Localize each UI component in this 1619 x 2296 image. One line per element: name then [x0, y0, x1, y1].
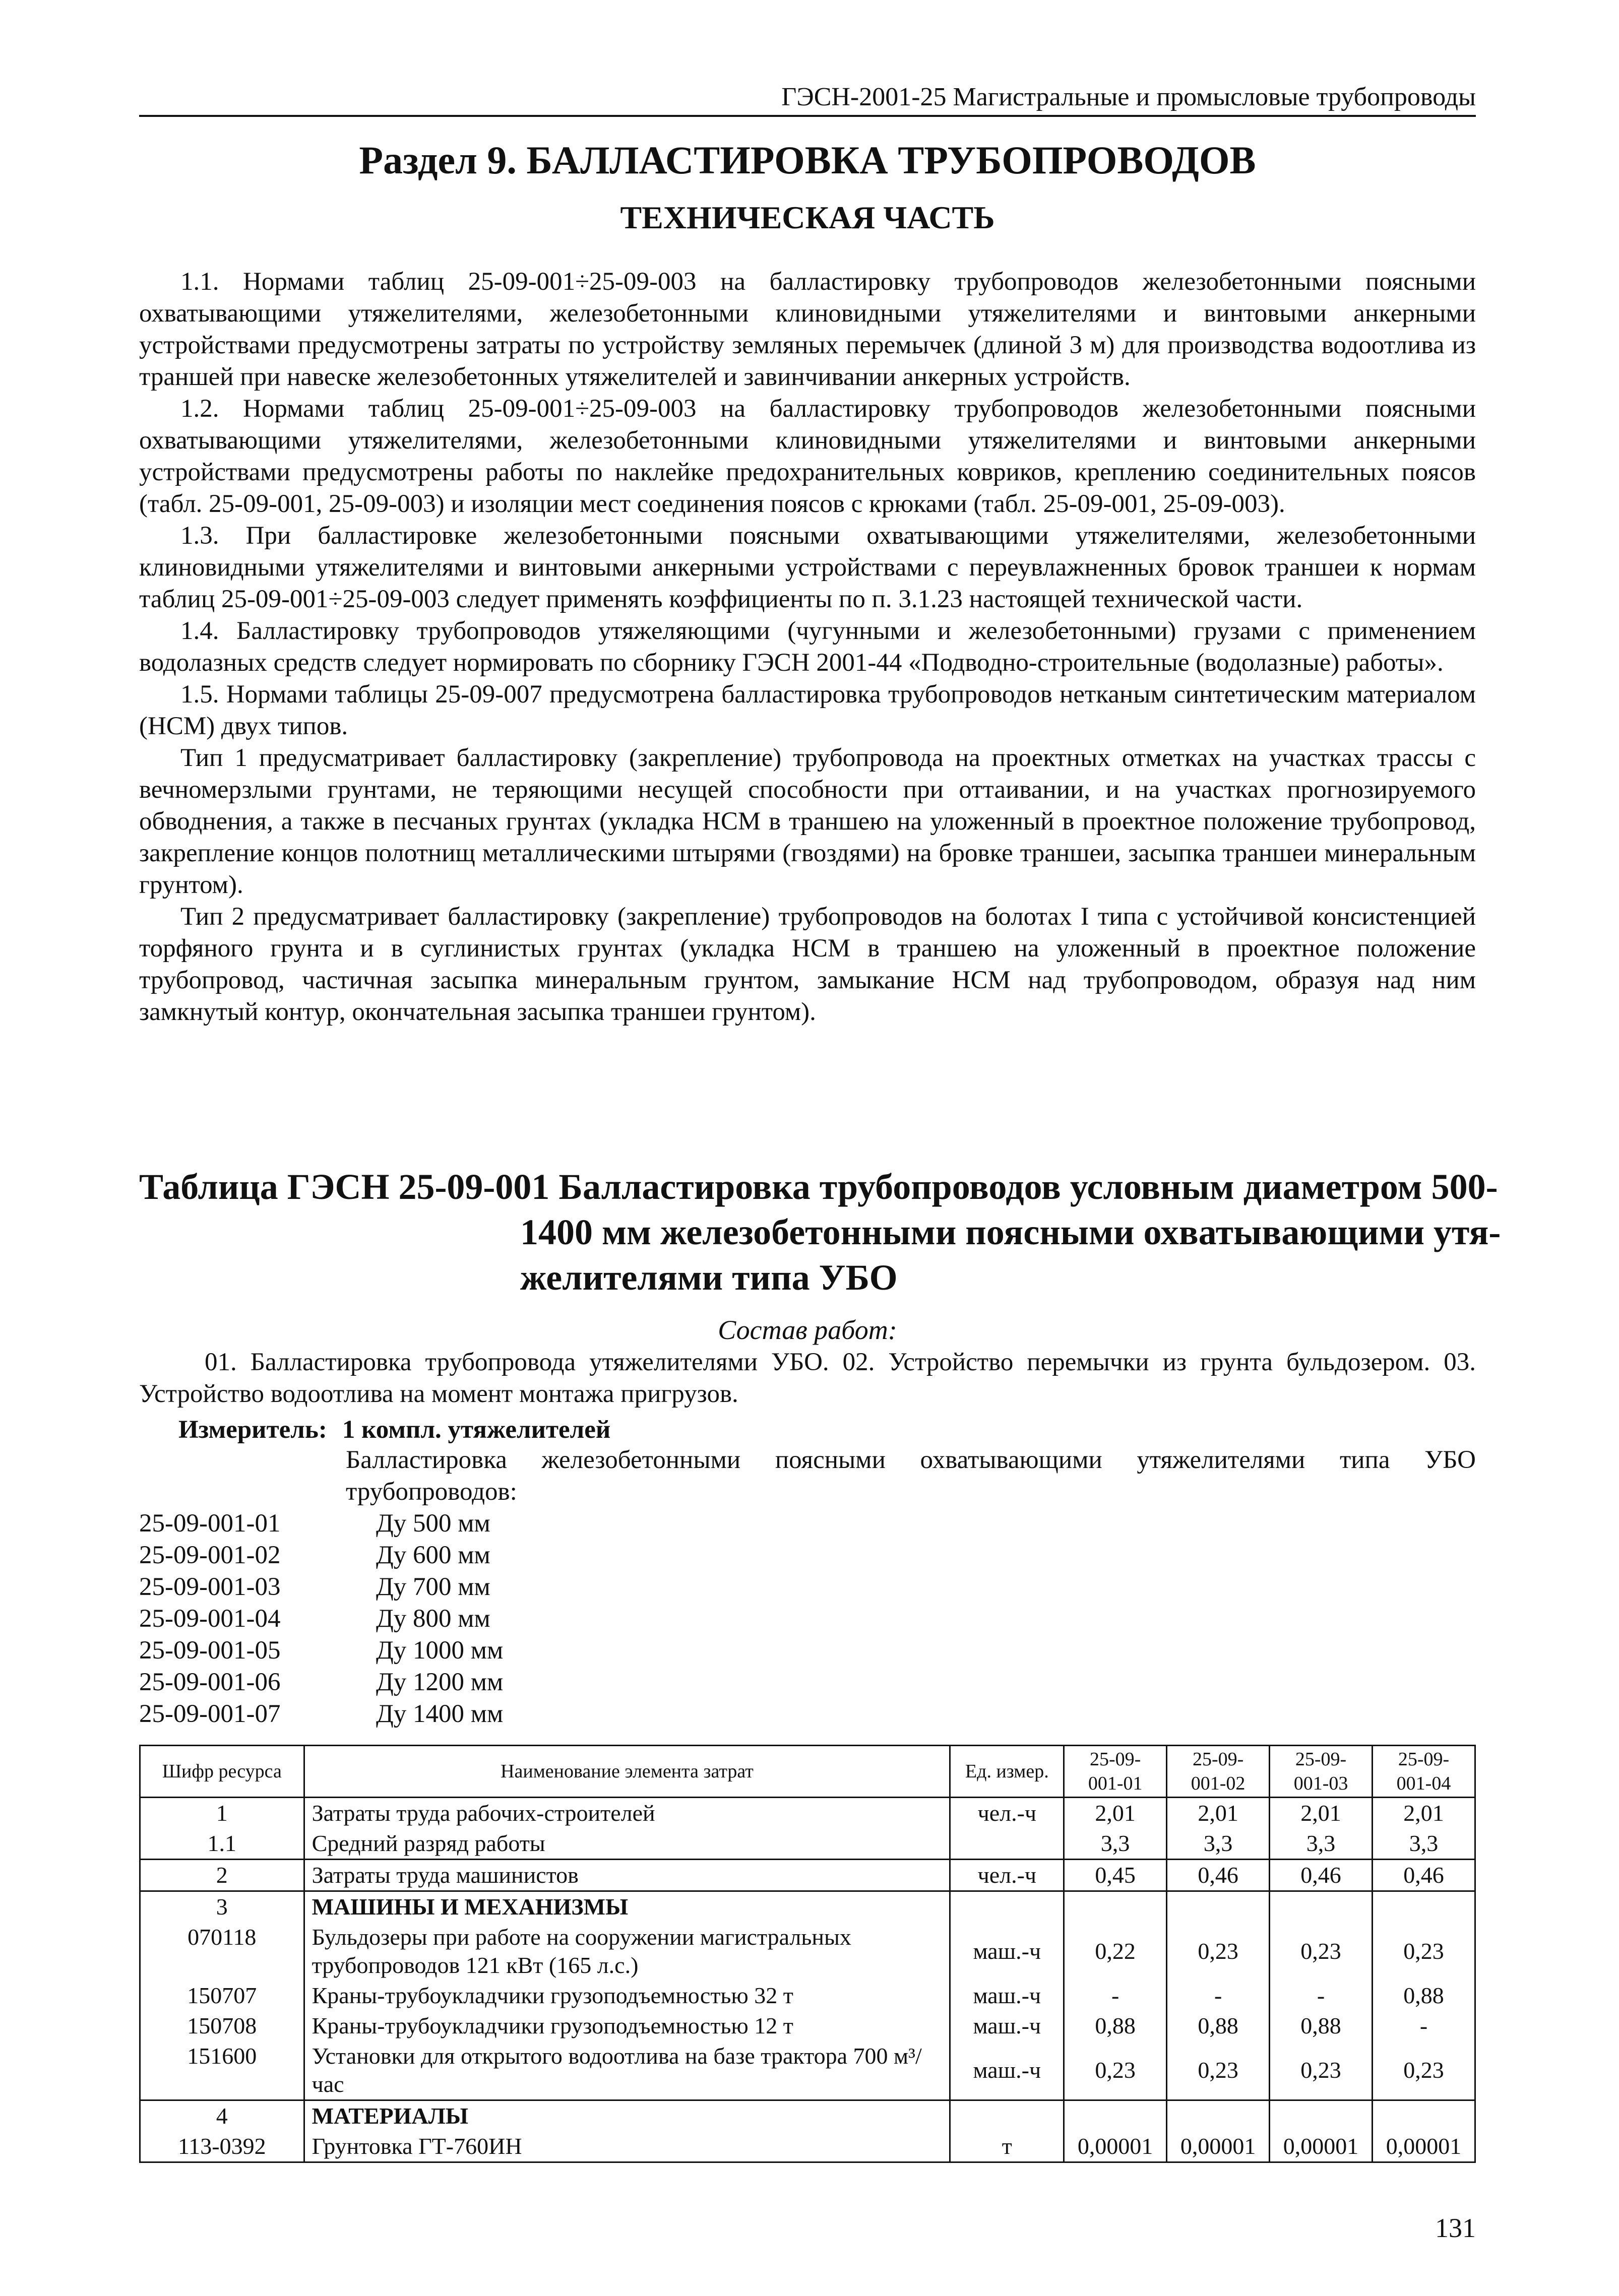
- value-03: 0,23: [1270, 1922, 1373, 1981]
- value-01: 0,45: [1064, 1860, 1167, 1891]
- table-section-row: [140, 1891, 1475, 1923]
- cost-name: Затраты труда рабочих-строителей: [304, 1798, 950, 1829]
- paragraph-1-4: 1.4. Балластировку трубопроводов утяжеляющими (чугунными и железобетонными) грузами с применением водолазных средств следует нормировать по сборнику ГЭСН 2001-44 «Подводно-строительные (водолазные) работы».: [139, 617, 1476, 677]
- value-04: 0,23: [1373, 2041, 1475, 2100]
- value-01: -: [1064, 1981, 1167, 2011]
- resource-code: 150708: [140, 2011, 304, 2041]
- norm-code: 25-09-001-03: [139, 1573, 281, 1601]
- norm-code-desc: Ду 500 мм: [376, 1509, 490, 1538]
- norm-code-row: [139, 1603, 503, 1635]
- table-row: [140, 1860, 1475, 1891]
- value-03: 2,01: [1270, 1798, 1373, 1829]
- norm-code-row: [139, 1508, 503, 1540]
- resource-code: 1: [140, 1798, 304, 1829]
- norm-code: 25-09-001-01: [139, 1509, 281, 1538]
- resource-code: 151600: [140, 2041, 304, 2100]
- value-03: [1270, 1891, 1373, 1923]
- meter-label: Измеритель:: [178, 1416, 327, 1444]
- table-title: [139, 1164, 1501, 1300]
- unit: чел.-ч: [950, 1860, 1064, 1891]
- resource-code: 1.1: [140, 1828, 304, 1860]
- cost-name: Затраты труда машинистов: [304, 1860, 950, 1891]
- header-rule: [139, 115, 1476, 117]
- header-norm-03: 25-09- 001-03: [1270, 1746, 1373, 1798]
- section-title: Раздел 9. БАЛЛАСТИРОВКА ТРУБОПРОВОДОВ: [359, 138, 1256, 182]
- norm-description: Балластировка железобетонными поясными охватывающими утяжелителями типа УБО трубопроводов:: [346, 1446, 1476, 1506]
- value-01: 0,22: [1064, 1922, 1167, 1981]
- header-cost-name: Наименование элемента затрат: [304, 1746, 950, 1798]
- table-title-line-3: желителями типа УБО: [520, 1257, 898, 1298]
- value-04: 2,01: [1373, 1798, 1475, 1829]
- norm-code-desc: Ду 600 мм: [376, 1541, 490, 1569]
- value-03: 0,46: [1270, 1860, 1373, 1891]
- value-02: [1167, 1891, 1270, 1923]
- resource-code: 070118: [140, 1922, 304, 1981]
- norm-code: 25-09-001-05: [139, 1636, 281, 1665]
- norm-code-row: [139, 1540, 503, 1571]
- norm-code-desc: Ду 800 мм: [376, 1605, 490, 1633]
- header-norm-01: 25-09- 001-01: [1064, 1746, 1167, 1798]
- unit: маш.-ч: [950, 1981, 1064, 2011]
- value-03: 0,00001: [1270, 2131, 1373, 2162]
- section-subtitle: ТЕХНИЧЕСКАЯ ЧАСТЬ: [620, 200, 995, 235]
- norm-code-row: [139, 1698, 503, 1730]
- table-title-line-1: Таблица ГЭСН 25-09-001 Балластировка трубопроводов условным диаметром 500-: [139, 1167, 1498, 1207]
- value-04: 3,3: [1373, 1828, 1475, 1860]
- value-04: [1373, 1891, 1475, 1923]
- technical-part-text: [139, 266, 1476, 1028]
- value-03: 0,23: [1270, 2041, 1373, 2100]
- unit: [950, 2100, 1064, 2132]
- cost-name: Бульдозеры при работе на сооружении магистральных трубопроводов 121 кВт (165 л.с.): [304, 1922, 950, 1981]
- value-04: -: [1373, 2011, 1475, 2041]
- value-03: 0,88: [1270, 2011, 1373, 2041]
- unit: [950, 1828, 1064, 1860]
- table-row: [140, 1798, 1475, 1829]
- table-row: [140, 2131, 1475, 2162]
- value-03: [1270, 2100, 1373, 2132]
- norm-code: 25-09-001-04: [139, 1605, 281, 1633]
- value-01: 0,00001: [1064, 2131, 1167, 2162]
- header-unit: Ед. измер.: [950, 1746, 1064, 1798]
- section-name: МАШИНЫ И МЕХАНИЗМЫ: [304, 1891, 950, 1923]
- value-01: 0,88: [1064, 2011, 1167, 2041]
- value-01: 2,01: [1064, 1798, 1167, 1829]
- value-02: [1167, 2100, 1270, 2132]
- norm-code: 25-09-001-06: [139, 1668, 281, 1696]
- composition-heading: Состав работ:: [718, 1315, 897, 1345]
- section-name: МАТЕРИАЛЫ: [304, 2100, 950, 2132]
- value-02: 0,88: [1167, 2011, 1270, 2041]
- paragraph-1-2: 1.2. Нормами таблиц 25-09-001÷25-09-003 на балластировку трубопроводов железобетонными поясными охватывающими утяжелителями, железобетонными клиновидными утяжелителями и винтовыми анкерными устройствами предусмотрены работы по наклейке предохранительных ковриков, креплению соединительных поясов (табл. 25-09-001, 25-09-003) и изоляции мест соединения поясов с крюками (табл. 25-09-001, 25-09-003).: [139, 395, 1476, 518]
- unit: т: [950, 2131, 1064, 2162]
- value-01: [1064, 1891, 1167, 1923]
- unit: маш.-ч: [950, 2011, 1064, 2041]
- unit: чел.-ч: [950, 1798, 1064, 1829]
- value-04: 0,00001: [1373, 2131, 1475, 2162]
- cost-name: Краны-трубоукладчики грузоподъемностью 12 т: [304, 2011, 950, 2041]
- table-title-line-2: 1400 мм железобетонными поясными охватывающими утя-: [520, 1212, 1501, 1252]
- value-04: 0,88: [1373, 1981, 1475, 2011]
- composition-text: [139, 1347, 1476, 1410]
- value-01: 0,23: [1064, 2041, 1167, 2100]
- unit: маш.-ч: [950, 2041, 1064, 2100]
- resource-code: 113-0392: [140, 2131, 304, 2162]
- norm-code: 25-09-001-07: [139, 1700, 281, 1728]
- page-number: 131: [1435, 2213, 1476, 2243]
- cost-name: Установки для открытого водоотлива на базе трактора 700 м³/час: [304, 2041, 950, 2100]
- norm-code-row: [139, 1635, 503, 1667]
- norms-table: [139, 1745, 1476, 2163]
- table-header-row: [140, 1746, 1475, 1798]
- cost-name: Средний разряд работы: [304, 1828, 950, 1860]
- table-section-row: [140, 2100, 1475, 2132]
- meter-value: 1 компл. утяжелителей: [342, 1416, 611, 1444]
- value-03: 3,3: [1270, 1828, 1373, 1860]
- table-row: [140, 1828, 1475, 1860]
- norm-code-desc: Ду 1400 мм: [376, 1700, 504, 1728]
- header-norm-04: 25-09- 001-04: [1373, 1746, 1475, 1798]
- value-04: 0,46: [1373, 1860, 1475, 1891]
- value-02: 0,23: [1167, 1922, 1270, 1981]
- norm-code-row: [139, 1571, 503, 1603]
- cost-name: Краны-трубоукладчики грузоподъемностью 32 т: [304, 1981, 950, 2011]
- value-03: -: [1270, 1981, 1373, 2011]
- resource-code: 4: [140, 2100, 304, 2132]
- unit: маш.-ч: [950, 1922, 1064, 1981]
- unit: [950, 1891, 1064, 1923]
- norm-code: 25-09-001-02: [139, 1541, 281, 1569]
- meter: [178, 1414, 610, 1446]
- norm-code-desc: Ду 700 мм: [376, 1573, 490, 1601]
- value-02: 0,00001: [1167, 2131, 1270, 2162]
- paragraph-type-1: Тип 1 предусматривает балластировку (закрепление) трубопровода на проектных отметках на участках трассы с вечномерзлыми грунтами, не теряющими несущей способности при оттаивании, и на участках прогнозируемого обводнения, а также в песчаных грунтах (укладка НСМ в траншею на уложенный в проектное положение трубопровод, закрепление концов полотнищ металлическими штырями (гвоздями) на бровке траншеи, засыпка траншеи минеральным грунтом).: [139, 744, 1476, 899]
- running-header: ГЭСН-2001-25 Магистральные и промысловые трубопроводы: [781, 83, 1476, 111]
- norm-code-list: [139, 1508, 503, 1730]
- value-02: 3,3: [1167, 1828, 1270, 1860]
- resource-code: 150707: [140, 1981, 304, 2011]
- cost-name: Грунтовка ГТ-760ИН: [304, 2131, 950, 2162]
- table-row: [140, 1922, 1475, 1981]
- value-02: 2,01: [1167, 1798, 1270, 1829]
- paragraph-1-3: 1.3. При балластировке железобетонными поясными охватывающими утяжелителями, железобетонными клиновидными утяжелителями и винтовыми анкерными устройствами с переувлажненных бровок траншеи к нормам таблиц 25-09-001÷25-09-003 следует применять коэффициенты по п. 3.1.23 настоящей технической части.: [139, 522, 1476, 613]
- resource-code: 3: [140, 1891, 304, 1923]
- table-row: [140, 2041, 1475, 2100]
- norm-code-desc: Ду 1000 мм: [376, 1636, 504, 1665]
- paragraph-1-1: 1.1. Нормами таблиц 25-09-001÷25-09-003 на балластировку трубопроводов железобетонными поясными охватывающими утяжелителями, железобетонными клиновидными утяжелителями и винтовыми анкерными устройствами предусмотрены затраты по устройству земляных перемычек (длиной 3 м) для производства водоотлива из траншей при навеске железобетонных утяжелителей и завинчивании анкерных устройств.: [139, 268, 1476, 391]
- value-01: [1064, 2100, 1167, 2132]
- header-resource-code: Шифр ресурса: [140, 1746, 304, 1798]
- value-04: 0,23: [1373, 1922, 1475, 1981]
- resource-code: 2: [140, 1860, 304, 1891]
- norm-code-desc: Ду 1200 мм: [376, 1668, 504, 1696]
- table-row: [140, 1981, 1475, 2011]
- header-norm-02: 25-09- 001-02: [1167, 1746, 1270, 1798]
- value-02: -: [1167, 1981, 1270, 2011]
- table-row: [140, 2011, 1475, 2041]
- norm-code-row: [139, 1667, 503, 1698]
- paragraph-type-2: Тип 2 предусматривает балластировку (закрепление) трубопроводов на болотах I типа с устойчивой консистенцией торфяного грунта и в суглинистых грунтах (укладка НСМ в траншею на уложенный в проектное положение трубопровод, частичная засыпка минеральным грунтом, замыкание НСМ над трубопроводом, образуя над ним замкнутый контур, окончательная засыпка траншеи грунтом).: [139, 903, 1476, 1026]
- paragraph-1-5: 1.5. Нормами таблицы 25-09-007 предусмотрена балластировка трубопроводов нетканым синтетическим материалом (НСМ) двух типов.: [139, 680, 1476, 740]
- value-01: 3,3: [1064, 1828, 1167, 1860]
- value-02: 0,46: [1167, 1860, 1270, 1891]
- composition-steps: 01. Балластировка трубопровода утяжелителями УБО. 02. Устройство перемычки из грунта бульдозером. 03. Устройство водоотлива на момент монтажа пригрузов.: [139, 1348, 1476, 1408]
- value-04: [1373, 2100, 1475, 2132]
- value-02: 0,23: [1167, 2041, 1270, 2100]
